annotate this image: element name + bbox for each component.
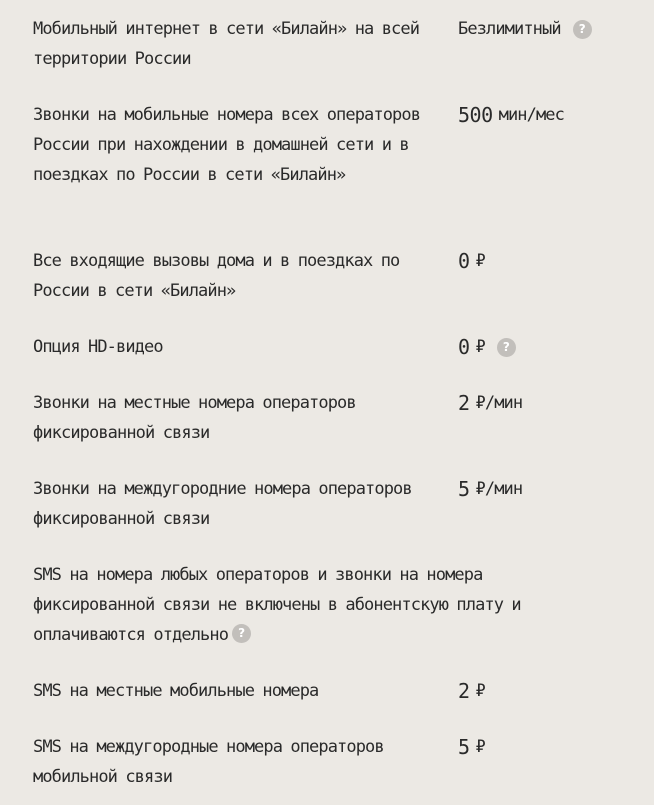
row-label: Все входящие вызовы дома и в поездках по России в сети «Билайн» xyxy=(33,251,400,301)
row-label: SMS на местные мобильные номера xyxy=(33,681,319,701)
row-label: Звонки на местные номера операторов фиксированной связи xyxy=(33,393,356,443)
help-icon[interactable]: ? xyxy=(497,338,516,357)
row-value xyxy=(458,474,522,504)
value-unit: ₽ xyxy=(475,251,485,271)
row-label: SMS на междугородные номера операторов мобильной связи xyxy=(33,737,384,787)
row-value xyxy=(458,676,485,706)
value-unit: ₽ xyxy=(475,737,485,757)
value-unit: ₽/мин xyxy=(475,393,523,413)
note-text: SMS на номера любых операторов и звонки на номера фиксированной связи не включены в абонентскую плату и оплачиваются отдельно xyxy=(33,565,521,645)
value-number: 0 xyxy=(458,249,470,273)
row-label: Опция HD-видео xyxy=(33,337,163,357)
value-text: Безлимитный xyxy=(458,19,561,39)
value-unit: ₽ xyxy=(475,337,485,357)
value-number: 5 xyxy=(458,735,470,759)
row-value xyxy=(458,388,522,418)
value-unit: ₽ xyxy=(475,681,485,701)
row-value xyxy=(458,246,485,276)
value-number: 500 xyxy=(458,103,493,127)
value-number: 5 xyxy=(458,477,470,501)
value-unit: мин/мес xyxy=(498,105,564,125)
row-note xyxy=(33,560,558,650)
row-label: Звонки на междугородние номера операторов фиксированной связи xyxy=(33,479,412,529)
help-icon[interactable]: ? xyxy=(232,624,251,643)
row-label: Мобильный интернет в сети «Билайн» на всей территории России xyxy=(33,19,420,69)
value-number: 2 xyxy=(458,391,470,415)
row-value xyxy=(458,732,485,762)
row-value xyxy=(458,332,516,362)
value-number: 2 xyxy=(458,679,470,703)
value-unit: ₽/мин xyxy=(475,479,523,499)
help-icon[interactable]: ? xyxy=(573,20,592,39)
value-number: 0 xyxy=(458,335,470,359)
row-value xyxy=(458,100,564,130)
row-value xyxy=(458,14,592,44)
row-label: Звонки на мобильные номера всех операторов России при нахождении в домашней сети и в поездках по России в сети «Билайн» xyxy=(33,105,421,185)
